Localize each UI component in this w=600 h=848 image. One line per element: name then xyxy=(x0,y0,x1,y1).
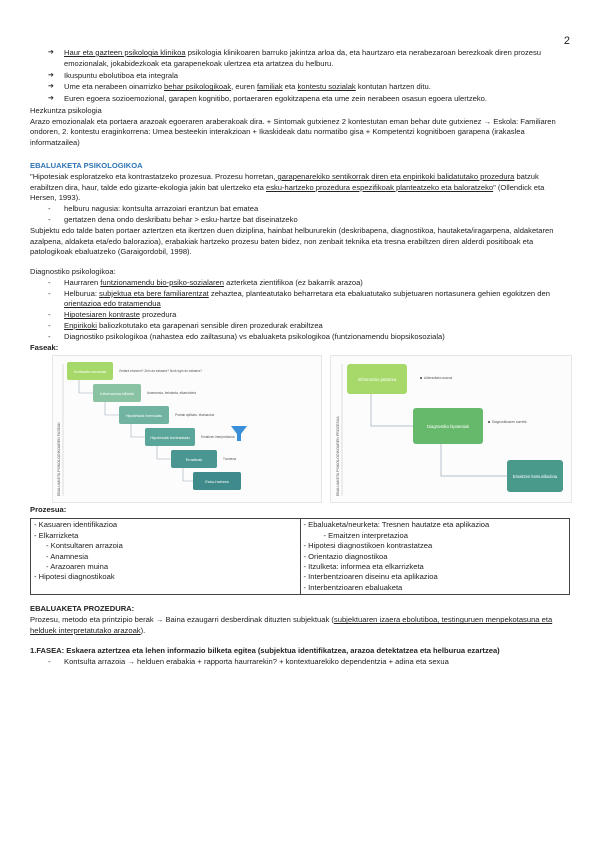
list-item: - Kontsulta arrazoia → helduen erabakia + rapporta haurrarekin? + kontextuarekiko dependentzia + adina eta sexua xyxy=(30,657,570,668)
intro-bullet: ➔ Ume eta nerabeen oinarrizko behar psikologikoak, euren familiak eta kontestu sozialak kontutan hartzen ditu. xyxy=(30,82,570,93)
diagnostiko-list xyxy=(30,278,570,343)
table-item: - Interbentzioaren ebaluaketa xyxy=(303,582,403,592)
ebaluaketa-paragraph: Subjektu edo talde baten portaer aztertzen eta ikertzen duen diziplina, hainbat helbururekin (deskribapena, diagnostikoa, hautaketa/iragarpena, aldaketaren azalpena, aldaketa eta/edo balorazioa), erabakiak hartzeko prozesu baten bidez, non zenbait teknika eta tresna erabiltzen diren alderdi positiboak eta patologikoak ebaluatzeko (Garaigordobil, 1998). xyxy=(30,225,554,257)
fig1-box: Emaitzak xyxy=(185,457,203,463)
page-number: 2 xyxy=(563,35,570,47)
list-item: - Diagnostiko psikologikoa (nahastea edo zailtasuna) vs ebaluaketa psikologikoa (funtzionamendu biopsikosoziala) xyxy=(30,332,570,343)
fig1-box: Hipotesiak formulatu xyxy=(125,413,163,419)
fig1-side-label: EBALUAKETA PSIKOLOGIKOAREN FASEAK xyxy=(57,422,61,497)
table-item: - Elkarrizketa xyxy=(34,530,79,540)
prozesua-left-cell xyxy=(31,519,301,595)
fig1-note: Anamnesia, behaketa, elkarrizketa xyxy=(147,391,196,396)
fases-diagram-svg xyxy=(53,356,321,502)
hezkuntza-text: Arazo emozionalak eta portaera arazoak egoeraren araberakoak dira. + Sintomak gutxienez 2 kontestutan eman behar dute gutxienez → Eskola: Familiaren ondoren, 2. kontestu eraginkorrena: Umea besteekin interakzioan + Ikaskideak datu normatibo gisa + Kompetentzi kognitiboen garapena (irakaslea informatzailea) xyxy=(30,116,556,148)
table-item: - Kontsultaren arrazoia xyxy=(46,541,123,551)
table-item: - Hipotesi diagnostikoen kontrastatzea xyxy=(303,541,433,551)
fig1-box: Hipotesiak kontrastatu xyxy=(150,435,190,441)
fig2-note: Adierazitako arazoa xyxy=(424,376,453,381)
fig2-note: Diagnostikoaren aurretik xyxy=(492,420,527,425)
fig1-note: Txostena xyxy=(223,457,237,462)
intro-bullet: ➔ Euren egoera sozioemozional, garapen kognitibo, portaeraren egokitzapena eta ume zein nerabeen osasun egoera ulertzeko. xyxy=(30,94,570,105)
fig2-box: Emaitzen komunikazioa xyxy=(512,474,558,480)
fig2-box: Informazioa jasotzea xyxy=(357,377,397,383)
prozedura-title: EBALUAKETA PROZEDURA: xyxy=(30,604,135,614)
list-item: - Helburua: subjektua eta bere familiarentzat zehaztea, planteatutako beharretara eta ebaluatutako subjetuaren nortasunera gehien egokitzen den orientazioa edo tratamendua xyxy=(30,289,570,311)
list-item: - Enpirikoki baliozkotutako eta garapenari sensible diren prozedurak erabiltzea xyxy=(30,321,570,332)
intro-bullet: ➔ Haur eta gazteen psikologia klinikoa psikologia klinikoaren barruko jakintza arloa da, eta haurtzaro eta nerabezaroan berezkoak diren prozesu emozionalak, jokabidezkoak eta garapenekoak ulertzea eta artatzea du helburu. xyxy=(30,48,570,70)
hezkuntza-title: Hezkuntza psikologia xyxy=(30,105,102,115)
prozedura-text: Prozesu, metodo eta printzipio berak → Baina ezaugarri desberdinak dituzten subjektuak (subjektuaren izaera ebolutiboa, testinguruen menpekotasuna eta helduek interpretatutako arazoak). xyxy=(30,615,553,635)
prozesua-diagram xyxy=(330,355,572,503)
ebaluaketa-list xyxy=(30,204,570,226)
fig1-note: Emaitzen interpretazioa xyxy=(201,435,235,440)
list-item: - Haurraren funtzionamendu bio-psiko-sozialaren azterketa zientifikoa (ez bakarrik arazoa) xyxy=(30,278,570,289)
fig2-box: Diagnostiko hipotesiak xyxy=(427,424,469,430)
link-haur-gazteen[interactable]: Haur eta gazteen psikologia klinikoa xyxy=(64,48,186,57)
document-body xyxy=(30,48,570,667)
fig1-box: Esku-hartzea xyxy=(205,479,229,485)
fig1-note: Probak aplikatu, ebaluazioa xyxy=(175,413,215,418)
intro-bullet-list xyxy=(30,48,570,105)
table-item: - Kasuaren identifikazioa xyxy=(34,520,118,530)
fases-diagram xyxy=(52,355,322,503)
fig1-note: Zertara etortzen? Zein da eskaera? Nork egin du eskaera? xyxy=(119,369,202,374)
prozesua-diagram-svg xyxy=(331,356,571,502)
ebaluaketa-heading: EBALUAKETA PSIKOLOGIKOA xyxy=(30,161,143,171)
table-item: - Ebaluaketa/neurketa: Tresnen hautatze eta aplikazioa xyxy=(303,520,490,530)
list-item: - gertatzen dena ondo deskribatu behar > esku-hartze bat diseinatzeko xyxy=(30,215,570,226)
fase1-list xyxy=(30,657,570,668)
prozesua-title: Prozesua: xyxy=(30,505,67,515)
diagnostiko-title: Diagnostiko psikologikoa: xyxy=(30,267,116,277)
table-item: - Anamnesia xyxy=(46,551,89,561)
faseak-title: Faseak: xyxy=(30,342,59,352)
table-item: - Emaitzen interpretazioa xyxy=(323,530,408,540)
figures-area xyxy=(30,355,570,505)
list-item: - Hipotesiaren kontraste prozedura xyxy=(30,310,570,321)
table-item: - Arazoaren muina xyxy=(46,561,109,571)
table-item: - Hipotesi diagnostikoak xyxy=(34,572,115,582)
fase1-title: 1.FASEA: Eskaera aztertzea eta lehen informazio bilketa egitea (subjektua identifikatzea, arazoa detektatzea eta helburua ezartzea) xyxy=(30,645,500,655)
list-item: - helburu nagusia: kontsulta arrazoiari erantzun bat ematea xyxy=(30,204,570,215)
fig1-box: Kontsulta arrazoia xyxy=(73,369,107,375)
table-item: - Orientazio diagnostikoa xyxy=(303,551,388,561)
prozesua-right-cell xyxy=(300,519,570,595)
fig1-box: Informazioa bilketa xyxy=(100,391,134,397)
intro-bullet: ➔ Ikuspuntu ebolutiboa eta integrala xyxy=(30,71,570,82)
ebaluaketa-quote: "Hipotesiak esploratzeko eta kontrastatzeko prozesua. Prozesu horretan, garapenarekiko sentikorrak diren eta enpirikoki balidatutako prozedura batzuk erabiltzen dira, haur, talde edo gizarte-ekologia jakin bat ulertzeko eta esku-hartzeko prozedura espezifikoak planteatzeko eta baloratzeko" (Ollendick eta Hersen, 1993). xyxy=(30,171,545,203)
prozesua-table xyxy=(30,518,570,595)
table-item: - Interbentzioaren diseinu eta aplikazioa xyxy=(303,572,438,582)
fig2-side-label: EBALUAKETA PSIKOLOGIKOAREN PROZESUA xyxy=(336,416,340,497)
table-item: - Itzulketa: informea eta elkarrizketa xyxy=(303,561,424,571)
